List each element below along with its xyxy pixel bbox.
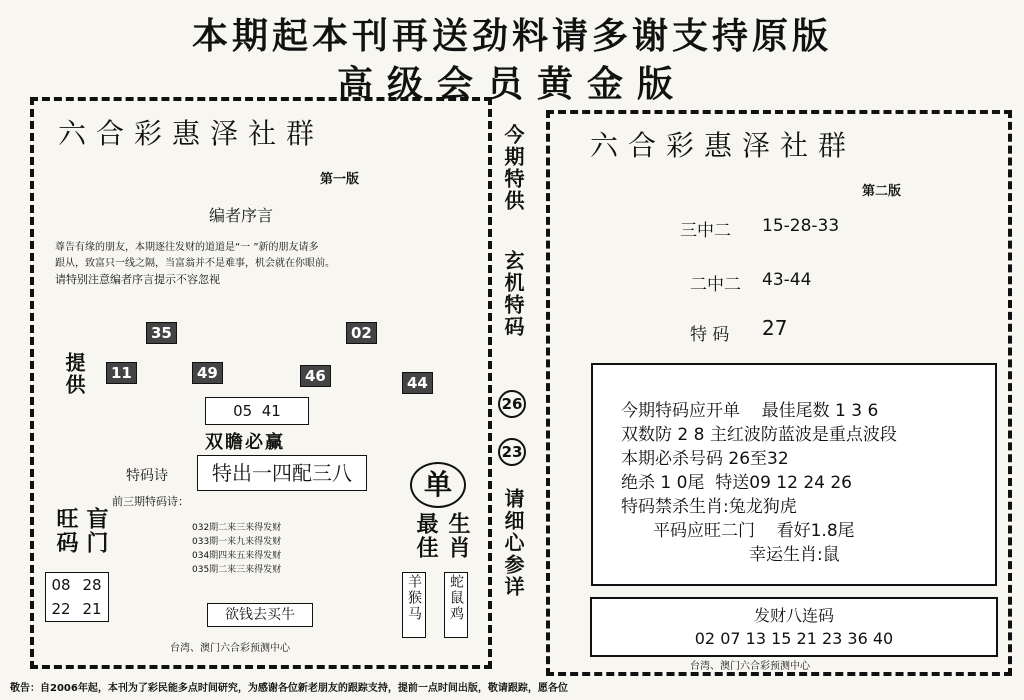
headline: 本期起本刊再送劲料请多谢支持原版 — [191, 15, 832, 57]
dan-badge: 单 — [410, 462, 466, 508]
history-item-1: 032期二来三来得发财 — [192, 523, 282, 533]
middle-line-1: 今期特供 — [501, 124, 525, 212]
subheadline: 高级会员黄金版 — [336, 63, 687, 105]
wangma-grid — [45, 572, 109, 622]
history-item-4: 035期二来三来得发财 — [192, 565, 282, 575]
info-line-1: 今期特码应开单 最佳尾数 1 3 6 — [621, 401, 879, 421]
er-zhong-er-label: 二中二 — [690, 275, 741, 295]
grid-cell: 22 — [51, 600, 71, 618]
history-item-2: 033期一来九来得发财 — [192, 537, 282, 547]
info-line-6: 平码应旺二门 看好1.8尾 — [653, 521, 855, 541]
san-zhong-er-value: 15-28-33 — [762, 216, 840, 236]
info-line-7: 幸运生肖:鼠 — [749, 545, 840, 565]
info-line-3: 本期必杀号码 26至32 — [621, 449, 789, 469]
wang-ma-label: 旺码 — [53, 507, 78, 555]
provide-label: 提供 — [62, 352, 86, 396]
grid-cell: 08 — [51, 576, 71, 594]
lotto-title: 发财八连码 — [753, 606, 834, 625]
grid-cell: 28 — [82, 576, 102, 594]
info-line-4: 绝杀 1 0尾 特送09 12 24 26 — [621, 473, 852, 493]
info-line-2: 双数防 2 8 主红波防蓝波是重点波段 — [621, 425, 897, 445]
preface-line-1: 尊告有缘的朋友，本期逐往发财的道道是“一 ”新的朋友请多 — [55, 242, 319, 253]
provide-num-3: 46 — [300, 365, 331, 387]
provide-num-4: 44 — [402, 372, 433, 394]
middle-line-2: 玄机特码 — [501, 250, 525, 338]
prev-poem-label: 前三期特码诗： — [112, 495, 189, 508]
san-zhong-er-label: 三中二 — [680, 221, 731, 241]
middle-line-3: 请细心参详 — [501, 488, 525, 598]
top-num-2: 02 — [346, 322, 377, 344]
te-ma-value: 27 — [762, 316, 788, 340]
poem-label: 特码诗 — [126, 468, 168, 484]
left-edition: 第一版 — [320, 172, 360, 187]
top-num-1: 35 — [146, 322, 177, 344]
er-zhong-er-value: 43-44 — [762, 270, 812, 290]
grid-cell: 21 — [82, 600, 102, 618]
right-center-name: 台湾、澳门六合彩预测中心 — [690, 661, 810, 672]
provide-num-1: 11 — [106, 362, 137, 384]
best-label: 最佳 — [413, 512, 438, 560]
zodiac-box-a: 羊猴马 — [402, 572, 426, 638]
right-edition: 第二版 — [862, 184, 902, 199]
info-box — [591, 363, 997, 586]
middle-circle-2: 23 — [498, 438, 526, 466]
lotto-numbers: 02 07 13 15 21 23 36 40 — [694, 629, 894, 648]
left-center-name: 台湾、澳门六合彩预测中心 — [170, 643, 290, 654]
sheng-xiao-label: 生肖 — [445, 512, 470, 560]
right-panel-title: 六合彩惠泽社群 — [590, 129, 857, 162]
provide-num-2: 49 — [192, 362, 223, 384]
slogan: 双瞻必赢 — [205, 432, 285, 453]
zodiac-box-b: 蛇鼠鸡 — [444, 572, 468, 638]
want-money-box: 欲钱去买牛 — [207, 603, 313, 627]
poem-box: 特出一四配三八 — [197, 455, 367, 491]
info-line-5: 特码禁杀生肖:兔龙狗虎 — [621, 497, 797, 517]
preface-notice: 请特别注意编者序言提示不容忽视 — [55, 273, 220, 286]
history-item-3: 034期四来五来得发财 — [192, 551, 282, 561]
preface-title: 编者序言 — [209, 206, 274, 225]
left-panel-title: 六合彩惠泽社群 — [58, 117, 325, 150]
preface-line-2: 跟从，致富只一线之隔，当富翁并不是难事，机会就在你眼前。 — [55, 258, 335, 269]
middle-circle-1: 26 — [498, 390, 526, 418]
mang-men-label: 盲门 — [83, 507, 108, 555]
pair-box: 05 41 — [205, 397, 309, 425]
lotto-box — [590, 597, 998, 657]
footer-notice: 敬告：自2006年起，本刊为了彩民能多点时间研究，为感谢各位新老朋友的跟踪支持，提前一点时间出版，敬请跟踪，愿各位 — [10, 683, 568, 694]
te-ma-label: 特 码 — [690, 325, 730, 345]
